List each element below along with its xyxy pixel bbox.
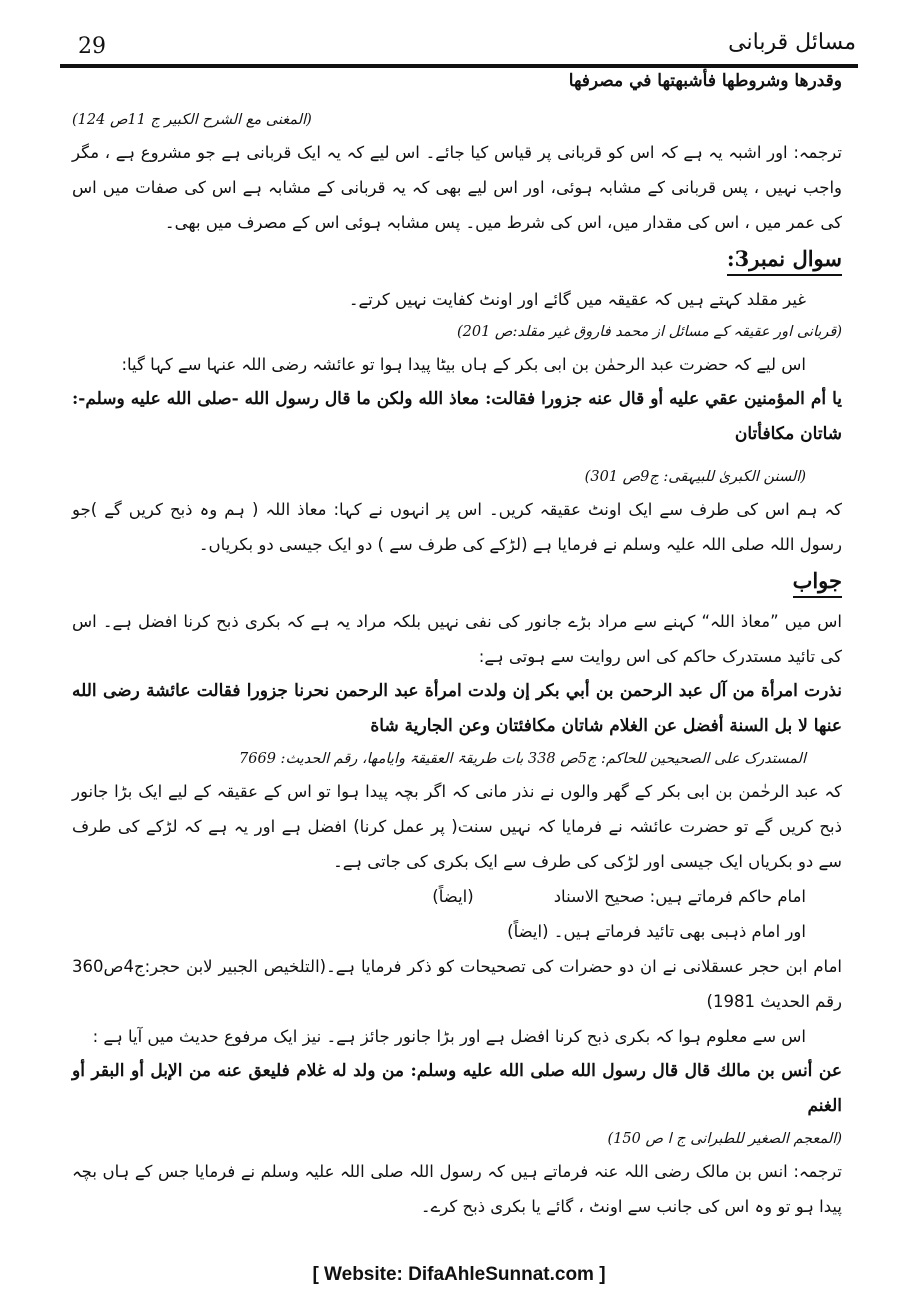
translation-paragraph-2: کہ ہم اس کی طرف سے ایک اونٹ عقیقہ کریں۔ اس پر انہوں نے کہا: معاذ اللہ ( ہم وہ ذبح کریں گے )جو رسول اللہ صلی اللہ علیہ وسلم نے فرمایا ہے (لڑکے کی طرف سے ) دو ایک جیسی دو بکریاں۔ bbox=[72, 500, 842, 554]
reference-mughni: (المغنی مع الشرح الکبیر ج 11ص 124) bbox=[72, 112, 312, 128]
answer-text: اس میں ”معاذ اللہ“ کہنے سے مراد بڑے جانور کی نفی نہیں بلکہ مراد یہ ہے کہ بکری ذبح کرنا افضل ہے۔ اس کی تائید مستدرک حاکم کی اس روایت سے ہوتی ہے: bbox=[72, 612, 842, 666]
translation-paragraph-3: کہ عبد الرحٰمن بن ابی بکر کے گھر والوں نے نذر مانی کہ اگر بچہ پیدا ہوا تو اس کے عقیقہ کے لیے ایک بڑا جانور ذبح کریں گے تو حضرت عائشہ نے فرمایا کہ نہیں سنت( پر عمل کرنا) افضل ہے اور یہ ہے کہ لڑکے کی طرف سے دو بکریاں ایک جیسی اور لڑکی کی طرف سے ایک بکری کی جاتی ہے۔ bbox=[72, 782, 842, 871]
hakim-ayzan: (ایضاً) bbox=[432, 887, 474, 906]
running-title: مسائل قربانی bbox=[728, 30, 856, 55]
arabic-hadith-1: يا أم المؤمنين عقي عليه أو قال عنه جزورا فقالت: معاذ الله ولكن ما قال رسول الله -صلی الله عليه وسلم-: شاتان مكافأتان bbox=[72, 389, 842, 444]
page-header bbox=[60, 28, 858, 68]
translation-paragraph-4: ترجمہ: انس بن مالک رضی اللہ عنہ فرماتے ہیں کہ رسول اللہ صلی اللہ علیہ وسلم نے فرمایا جس کے ہاں بچہ پیدا ہو تو وہ اس کی جانب سے اونٹ ، گائے یا بکری ذبح کرے۔ bbox=[72, 1162, 842, 1216]
question-text: غیر مقلد کہتے ہیں کہ عقیقہ میں گائے اور اونٹ کفایت نہیں کرتے۔ bbox=[348, 290, 806, 309]
conclusion-text: اس سے معلوم ہوا کہ بکری ذبح کرنا افضل ہے اور بڑا جانور جائز ہے۔ نیز ایک مرفوع حدیث میں آیا ہے : bbox=[92, 1027, 806, 1046]
page-content bbox=[72, 64, 842, 1224]
reason-text: اس لیے کہ حضرت عبد الرحمٰن بن ابی بکر کے ہاں بیٹا پیدا ہوا تو عائشہ رضی اللہ عنہا سے کہا گیا: bbox=[121, 355, 806, 374]
dhahabi-text: اور امام ذہبی بھی تائید فرماتے ہیں۔ (ایضاً) bbox=[507, 922, 806, 941]
ibn-hajar-text: امام ابن حجر عسقلانی نے ان دو حضرات کی تصحیحات کو ذکر فرمایا ہے۔(التلخیص الجبیر لابن حجر:ج4ص360 رقم الحدیث 1981) bbox=[72, 957, 842, 1011]
hakim-authentication bbox=[72, 879, 842, 914]
arabic-hadith-2: نذرت امرأة من آل عبد الرحمن بن أبي بكر إن ولدت امرأة عبد الرحمن نحرنا جزورا فقالت عائشة رضی الله عنها لا بل السنة أفضل عن الغلام شاتان مكافئتان وعن الجارية شاة bbox=[72, 681, 842, 736]
hakim-text: امام حاکم فرماتے ہیں: صحیح الاسناد bbox=[553, 887, 806, 906]
reference-sunan-kubra: (السنن الکبریٰ للبیہقی: ج9ص 301) bbox=[584, 469, 806, 485]
arabic-hadith-3: عن أنس بن مالك قال قال رسول الله صلی الله عليه وسلم: من ولد له غلام فليعق عنه من الإبل أو البقر أو الغنم bbox=[72, 1061, 842, 1116]
reference-qurbani-aqiqa: (قربانی اور عقیقہ کے مسائل از محمد فاروق غیر مقلد:ص 201) bbox=[456, 324, 842, 340]
question-heading: سوال نمبر3: bbox=[727, 244, 842, 276]
page-number: 29 bbox=[78, 34, 106, 59]
answer-heading: جواب bbox=[793, 566, 842, 598]
reference-mustadrak: المستدرک علی الصحیحین للحاکم: ج5ص 338 بات طریقۃ العقیقۃ وایامھا، رقم الحدیث: 7669 bbox=[239, 751, 806, 767]
website-footer: [ Website: DifaAhleSunnat.com ] bbox=[312, 1264, 606, 1285]
arabic-line-top: وقدرها وشروطها فأشبهتها في مصرفها bbox=[568, 71, 842, 91]
reference-mujam-saghir: (المعجم الصغیر للطبرانی ج ا ص 150) bbox=[607, 1131, 842, 1147]
translation-paragraph-1: ترجمہ: اور اشبہ یہ ہے کہ اس کو قربانی پر قیاس کیا جائے۔ اس لیے کہ یہ ایک قربانی ہے جو مشروع ہے ، مگر واجب نہیں ، پس قربانی کے مشابہ ہوئی، اور اس لیے بھی کہ یہ قربانی کے مشابہ ہے اس کی صفات میں اس کی عمر میں ، اس کی مقدار میں، اس کی شرط میں۔ پس مشابہ ہوئی اس کے مصرف میں بھی۔ bbox=[72, 143, 842, 232]
